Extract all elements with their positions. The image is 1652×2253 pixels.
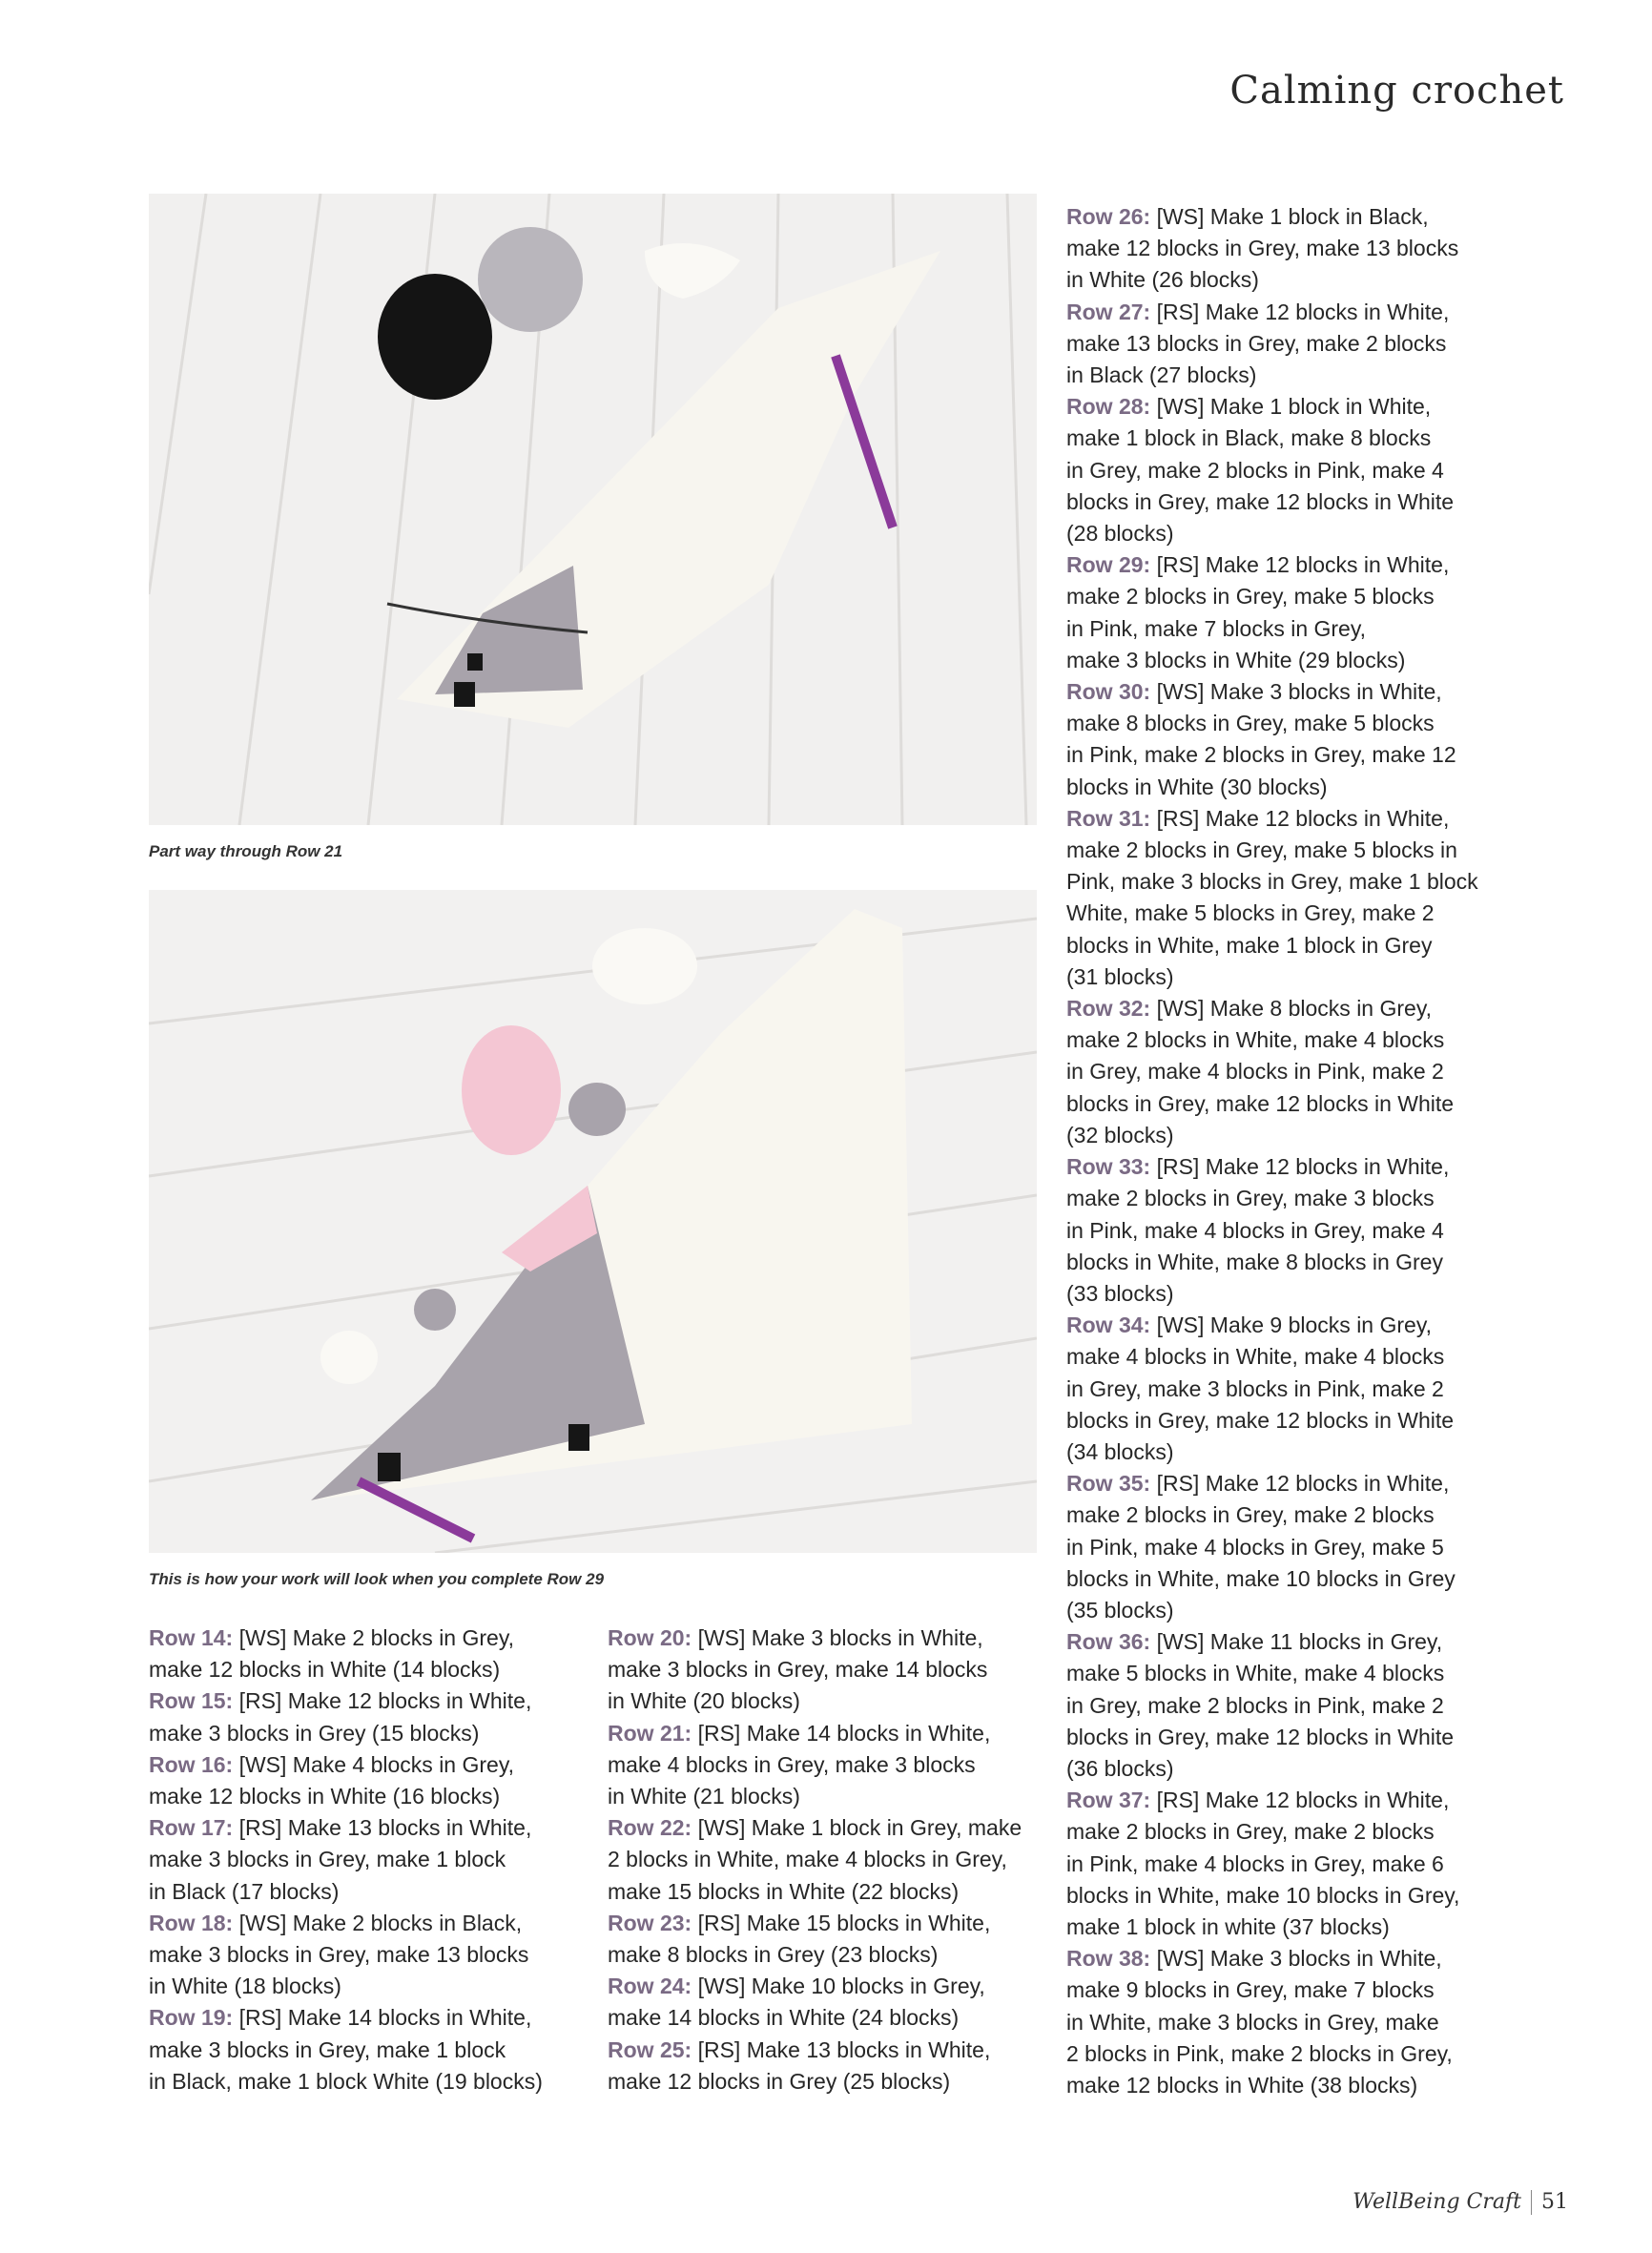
row-text: blocks in White (30 blocks): [1066, 774, 1328, 799]
row-label: Row 38:: [1066, 1946, 1151, 1972]
row-text: [RS] Make 14 blocks in White,: [233, 2005, 532, 2031]
row-text: [RS] Make 12 blocks in White,: [1150, 1154, 1450, 1180]
row-text: in Grey, make 2 blocks in Pink, make 4: [1066, 457, 1444, 483]
row-text: [WS] Make 4 blocks in Grey,: [233, 1751, 515, 1777]
row-text: make 2 blocks in Grey, make 3 blocks: [1066, 1186, 1435, 1211]
instruction-line: [1066, 1247, 1478, 1278]
instruction-line: [1066, 1626, 1478, 1658]
instruction-line: [608, 1749, 1022, 1781]
instruction-line: [149, 2002, 543, 2034]
row-text: make 15 blocks in White (22 blocks): [608, 1878, 960, 1904]
instruction-line: [149, 1685, 543, 1717]
row-text: make 2 blocks in Grey, make 2 blocks: [1066, 1502, 1435, 1528]
row-text: blocks in Grey, make 12 blocks in White: [1066, 1724, 1455, 1749]
row-text: make 3 blocks in White (29 blocks): [1066, 647, 1406, 672]
row-text: Pink, make 3 blocks in Grey, make 1 block: [1066, 869, 1478, 895]
instruction-line: [1066, 613, 1478, 645]
instruction-line: [608, 1654, 1022, 1685]
row-label: Row 24:: [608, 1974, 692, 1999]
row-text: make 12 blocks in Grey (25 blocks): [608, 2068, 951, 2094]
row-label: Row 25:: [608, 2036, 692, 2062]
instruction-line: [1066, 2070, 1478, 2101]
instruction-line: [1066, 1753, 1478, 1785]
row-text: blocks in White, make 10 blocks in Grey,: [1066, 1882, 1460, 1908]
instruction-line: [1066, 835, 1478, 866]
row-text: in White, make 3 blocks in Grey, make: [1066, 2009, 1439, 2035]
row-label: Row 22:: [608, 1815, 692, 1841]
row-text: [WS] Make 2 blocks in Grey,: [233, 1625, 515, 1650]
instruction-line: [149, 1654, 543, 1685]
row-text: blocks in Grey, make 12 blocks in White: [1066, 488, 1455, 514]
row-label: Row 15:: [149, 1688, 234, 1714]
instruction-line: [608, 1718, 1022, 1749]
row-label: Row 33:: [1066, 1154, 1151, 1180]
instruction-line: [1066, 2007, 1478, 2038]
row-text: in White (26 blocks): [1066, 267, 1259, 293]
row-label: Row 26:: [1066, 204, 1151, 229]
instruction-line: [1066, 1499, 1478, 1531]
row-text: 2 blocks in Pink, make 2 blocks in Grey,: [1066, 2040, 1453, 2066]
instruction-line: [1066, 1374, 1478, 1405]
instruction-line: [1066, 2038, 1478, 2070]
instruction-line: [149, 2035, 543, 2066]
instruction-line: [1066, 423, 1478, 454]
row-text: make 3 blocks in Grey, make 1 block: [149, 2036, 506, 2062]
instruction-line: [1066, 1849, 1478, 1880]
row-text: in Black (27 blocks): [1066, 362, 1257, 388]
row-label: Row 30:: [1066, 679, 1151, 705]
row-text: [WS] Make 8 blocks in Grey,: [1150, 996, 1433, 1022]
row-text: in Black (17 blocks): [149, 1878, 340, 1904]
instruction-line: [608, 2066, 1022, 2098]
instruction-line: [149, 1749, 543, 1781]
instruction-line: [149, 1939, 543, 1971]
instruction-line: [1066, 1215, 1478, 1247]
row-label: Row 20:: [608, 1625, 692, 1650]
row-text: make 12 blocks in Grey, make 13 blocks: [1066, 236, 1459, 261]
instruction-line: [1066, 961, 1478, 993]
row-text: blocks in Grey, make 12 blocks in White: [1066, 1407, 1455, 1433]
instruction-line: [1066, 1943, 1478, 1974]
row-text: (28 blocks): [1066, 521, 1174, 547]
row-text: make 5 blocks in White, make 4 blocks: [1066, 1661, 1445, 1686]
row-text: [RS] Make 12 blocks in White,: [233, 1688, 532, 1714]
row-text: (35 blocks): [1066, 1597, 1174, 1623]
instruction-line: [608, 1812, 1022, 1844]
row-text: [RS] Make 12 blocks in White,: [1150, 1471, 1450, 1497]
page-footer: [1353, 2190, 1568, 2215]
instruction-line: [608, 1844, 1022, 1875]
row-text: 2 blocks in White, make 4 blocks in Grey,: [608, 1847, 1007, 1872]
row-text: make 3 blocks in Grey (15 blocks): [149, 1720, 480, 1746]
row-text: in Pink, make 7 blocks in Grey,: [1066, 615, 1367, 641]
row-text: make 3 blocks in Grey, make 14 blocks: [608, 1657, 988, 1683]
row-text: make 13 blocks in Grey, make 2 blocks: [1066, 330, 1447, 356]
instruction-line: [1066, 264, 1478, 296]
row-label: Row 36:: [1066, 1629, 1151, 1655]
instruction-line: [1066, 233, 1478, 264]
photo-caption: This is how your work will look when you complete Row 29: [149, 1570, 605, 1588]
row-text: [RS] Make 12 blocks in White,: [1150, 805, 1450, 831]
instruction-line: [1066, 1880, 1478, 1912]
instruction-line: [1066, 1405, 1478, 1437]
row-text: [WS] Make 1 block in White,: [1150, 394, 1432, 420]
instruction-line: [1066, 772, 1478, 803]
row-text: [WS] Make 10 blocks in Grey,: [692, 1974, 985, 1999]
row-text: make 4 blocks in White, make 4 blocks: [1066, 1344, 1445, 1370]
row-text: in White (18 blocks): [149, 1974, 341, 1999]
instruction-line: [1066, 1532, 1478, 1563]
row-label: Row 27:: [1066, 299, 1151, 324]
instruction-line: [1066, 676, 1478, 708]
row-text: blocks in White, make 1 block in Grey: [1066, 932, 1433, 958]
magazine-brand: WellBeing Craft: [1353, 2190, 1521, 2214]
footer-divider: [1531, 2190, 1532, 2215]
photo-work-in-progress: [149, 194, 1037, 825]
row-text: in Grey, make 3 blocks in Pink, make 2: [1066, 1375, 1444, 1401]
row-label: Row 21:: [608, 1720, 692, 1746]
instruction-line: [1066, 1722, 1478, 1753]
instruction-line: [1066, 1658, 1478, 1689]
row-text: [RS] Make 15 blocks in White,: [692, 1910, 991, 1935]
row-text: (32 blocks): [1066, 1122, 1174, 1147]
instruction-line: [1066, 708, 1478, 739]
instruction-line: [149, 1971, 543, 2002]
row-text: in Grey, make 2 blocks in Pink, make 2: [1066, 1692, 1444, 1718]
instruction-line: [149, 1623, 543, 1654]
row-text: make 14 blocks in White (24 blocks): [608, 2005, 960, 2031]
row-label: Row 37:: [1066, 1788, 1151, 1813]
row-text: in Black, make 1 block White (19 blocks): [149, 2068, 543, 2094]
row-text: make 12 blocks in White (38 blocks): [1066, 2072, 1418, 2098]
instruction-line: [608, 1781, 1022, 1812]
instruction-line: [149, 1812, 543, 1844]
instruction-line: [1066, 1120, 1478, 1151]
row-text: make 12 blocks in White (16 blocks): [149, 1784, 501, 1809]
row-label: Row 19:: [149, 2005, 234, 2031]
instructions-column-1: [149, 1623, 543, 2098]
row-text: [WS] Make 9 blocks in Grey,: [1150, 1313, 1433, 1338]
instruction-line: [608, 2002, 1022, 2034]
instruction-line: [149, 2066, 543, 2098]
instruction-line: [1066, 1563, 1478, 1595]
instruction-line: [608, 1939, 1022, 1971]
row-text: [RS] Make 13 blocks in White,: [692, 2036, 991, 2062]
row-text: make 2 blocks in White, make 4 blocks: [1066, 1027, 1445, 1053]
instruction-line: [1066, 1278, 1478, 1310]
section-title: Calming crochet: [1229, 69, 1564, 113]
crochet-photo-2-illustration: [149, 890, 1037, 1553]
row-text: [RS] Make 12 blocks in White,: [1150, 1788, 1450, 1813]
row-text: [RS] Make 12 blocks in White,: [1150, 552, 1450, 578]
row-text: make 8 blocks in Grey (23 blocks): [608, 1942, 939, 1968]
row-label: Row 28:: [1066, 394, 1151, 420]
instruction-line: [1066, 1341, 1478, 1373]
row-text: make 2 blocks in Grey, make 5 blocks: [1066, 584, 1435, 610]
page-number: 51: [1541, 2190, 1568, 2214]
row-text: make 2 blocks in Grey, make 5 blocks in: [1066, 837, 1457, 863]
row-label: Row 32:: [1066, 996, 1151, 1022]
row-text: in White (21 blocks): [608, 1784, 800, 1809]
row-text: make 1 block in Black, make 8 blocks: [1066, 425, 1432, 451]
instruction-line: [1066, 645, 1478, 676]
instruction-line: [1066, 898, 1478, 929]
instruction-line: [1066, 739, 1478, 771]
row-label: Row 16:: [149, 1751, 234, 1777]
row-text: make 3 blocks in Grey, make 13 blocks: [149, 1942, 529, 1968]
instruction-line: [1066, 1974, 1478, 2006]
row-text: [WS] Make 3 blocks in White,: [1150, 679, 1442, 705]
row-label: Row 23:: [608, 1910, 692, 1935]
row-text: [WS] Make 1 block in Black,: [1150, 204, 1429, 229]
row-text: [RS] Make 13 blocks in White,: [233, 1815, 532, 1841]
instruction-line: [1066, 1024, 1478, 1056]
instructions-column-2: [608, 1623, 1022, 2098]
row-label: Row 17:: [149, 1815, 234, 1841]
instruction-line: [1066, 518, 1478, 549]
instruction-line: [1066, 1816, 1478, 1848]
row-text: [RS] Make 14 blocks in White,: [692, 1720, 991, 1746]
instruction-line: [608, 1876, 1022, 1908]
row-text: blocks in White, make 8 blocks in Grey: [1066, 1249, 1443, 1274]
instruction-line: [1066, 391, 1478, 423]
instruction-line: [1066, 549, 1478, 581]
row-text: in Pink, make 4 blocks in Grey, make 6: [1066, 1850, 1444, 1876]
row-label: Row 35:: [1066, 1471, 1151, 1497]
row-text: make 12 blocks in White (14 blocks): [149, 1657, 501, 1683]
instruction-line: [608, 1971, 1022, 2002]
instruction-line: [1066, 803, 1478, 835]
instruction-line: [1066, 455, 1478, 486]
instruction-line: [1066, 1595, 1478, 1626]
instruction-line: [149, 1718, 543, 1749]
instruction-line: [1066, 328, 1478, 360]
instruction-line: [1066, 1183, 1478, 1214]
row-text: (34 blocks): [1066, 1438, 1174, 1464]
instruction-line: [1066, 1912, 1478, 1943]
row-label: Row 14:: [149, 1625, 234, 1650]
crochet-photo-1-illustration: [149, 194, 1037, 825]
instruction-line: [1066, 993, 1478, 1024]
instruction-line: [149, 1876, 543, 1908]
instruction-line: [1066, 1437, 1478, 1468]
row-text: (33 blocks): [1066, 1280, 1174, 1306]
row-text: blocks in Grey, make 12 blocks in White: [1066, 1090, 1455, 1116]
photo-completed-row-29: [149, 890, 1037, 1553]
row-label: Row 18:: [149, 1910, 234, 1935]
instruction-line: [1066, 1690, 1478, 1722]
instructions-column-3: [1066, 201, 1478, 2101]
row-text: [WS] Make 3 blocks in White,: [1150, 1946, 1442, 1972]
instruction-line: [1066, 1088, 1478, 1120]
row-text: [RS] Make 12 blocks in White,: [1150, 299, 1450, 324]
row-text: [WS] Make 3 blocks in White,: [692, 1625, 983, 1650]
row-text: blocks in White, make 10 blocks in Grey: [1066, 1565, 1456, 1591]
row-text: [WS] Make 1 block in Grey, make: [692, 1815, 1022, 1841]
instruction-line: [1066, 1310, 1478, 1341]
instruction-line: [1066, 486, 1478, 518]
instruction-line: [1066, 930, 1478, 961]
instruction-line: [608, 1623, 1022, 1654]
instruction-line: [1066, 360, 1478, 391]
row-text: (36 blocks): [1066, 1755, 1174, 1781]
row-text: in White (20 blocks): [608, 1688, 800, 1714]
instruction-line: [1066, 1785, 1478, 1816]
row-text: make 1 block in white (37 blocks): [1066, 1913, 1390, 1939]
row-text: make 2 blocks in Grey, make 2 blocks: [1066, 1819, 1435, 1845]
row-text: make 4 blocks in Grey, make 3 blocks: [608, 1751, 976, 1777]
instruction-line: [149, 1908, 543, 1939]
row-text: make 9 blocks in Grey, make 7 blocks: [1066, 1977, 1435, 2003]
instruction-line: [608, 1908, 1022, 1939]
row-text: [WS] Make 2 blocks in Black,: [233, 1910, 523, 1935]
instruction-line: [1066, 581, 1478, 612]
row-text: in Pink, make 4 blocks in Grey, make 4: [1066, 1217, 1444, 1243]
row-text: in Pink, make 4 blocks in Grey, make 5: [1066, 1534, 1444, 1560]
instruction-line: [1066, 866, 1478, 898]
row-text: make 3 blocks in Grey, make 1 block: [149, 1847, 506, 1872]
row-label: Row 31:: [1066, 805, 1151, 831]
row-label: Row 29:: [1066, 552, 1151, 578]
row-text: White, make 5 blocks in Grey, make 2: [1066, 900, 1435, 926]
instruction-line: [1066, 1056, 1478, 1087]
row-label: Row 34:: [1066, 1313, 1151, 1338]
photo-caption: Part way through Row 21: [149, 842, 343, 860]
row-text: (31 blocks): [1066, 963, 1174, 989]
row-text: in Pink, make 2 blocks in Grey, make 12: [1066, 742, 1456, 768]
row-text: [WS] Make 11 blocks in Grey,: [1150, 1629, 1443, 1655]
instruction-line: [1066, 201, 1478, 233]
instruction-line: [149, 1781, 543, 1812]
instruction-line: [1066, 297, 1478, 328]
instruction-line: [1066, 1468, 1478, 1499]
instruction-line: [608, 1685, 1022, 1717]
row-text: in Grey, make 4 blocks in Pink, make 2: [1066, 1059, 1444, 1085]
instruction-line: [1066, 1151, 1478, 1183]
instruction-line: [149, 1844, 543, 1875]
row-text: make 8 blocks in Grey, make 5 blocks: [1066, 711, 1435, 736]
instruction-line: [608, 2035, 1022, 2066]
